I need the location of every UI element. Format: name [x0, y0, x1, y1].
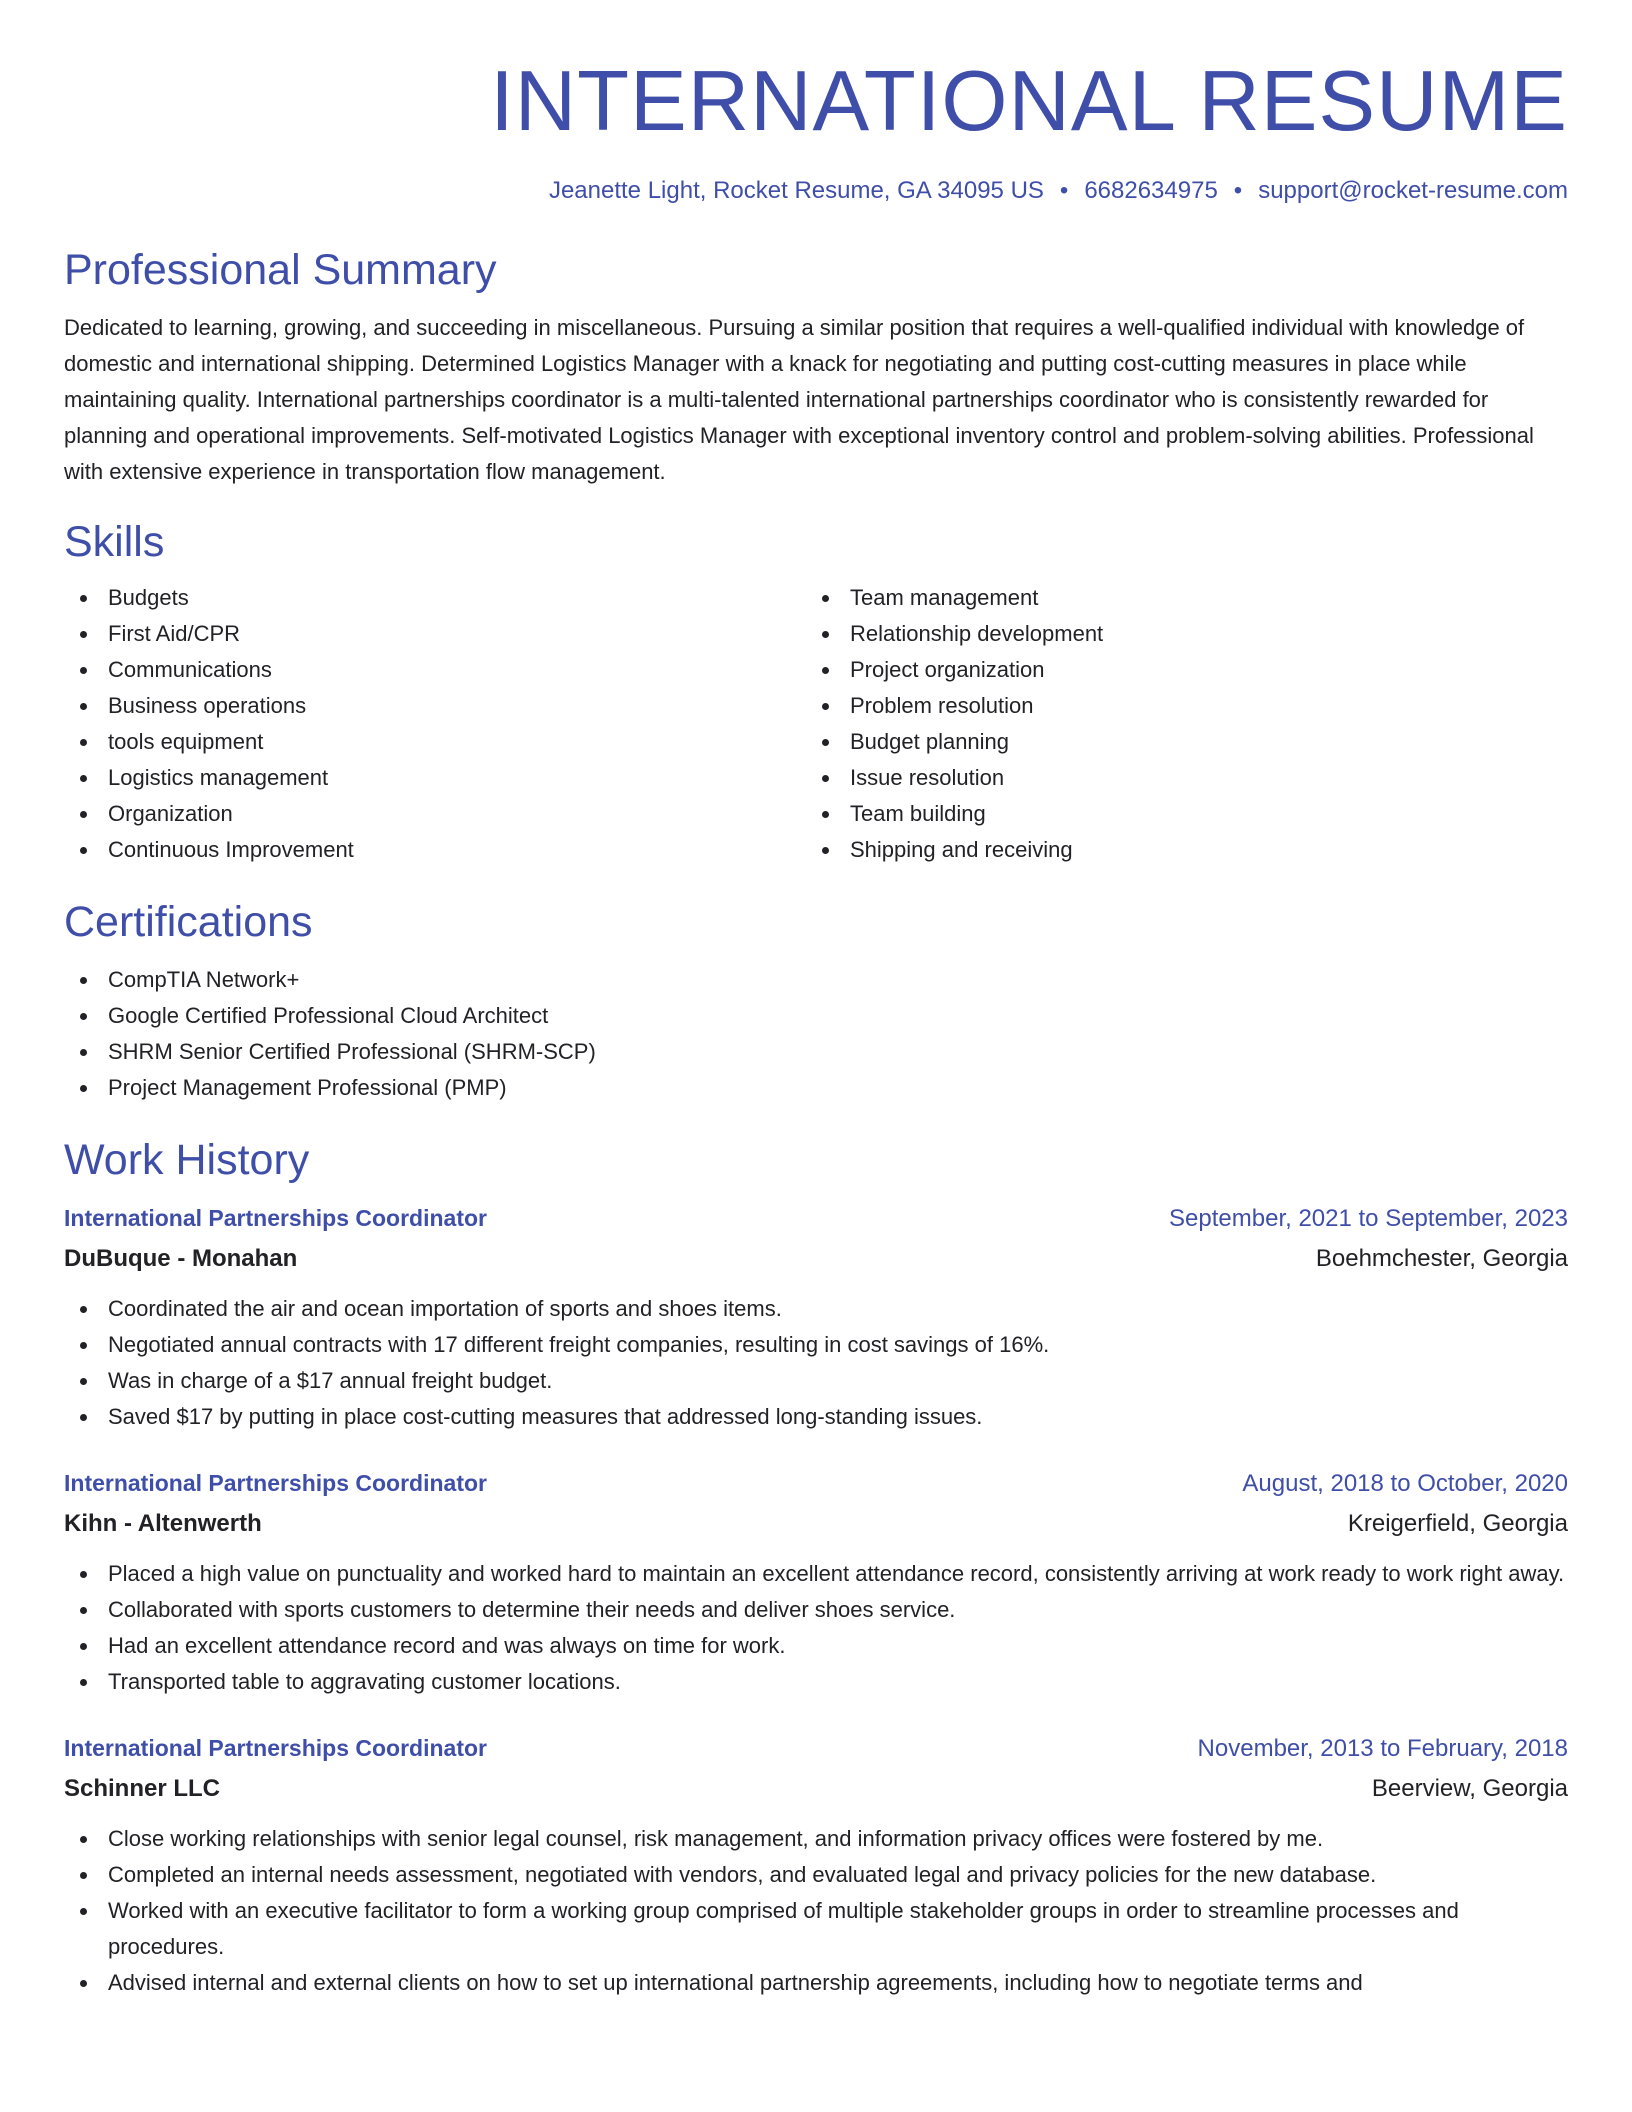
job-company: DuBuque - Monahan — [64, 1245, 298, 1272]
contact-phone: 6682634975 — [1084, 177, 1218, 204]
job-location: Boehmchester, Georgia — [1315, 1245, 1568, 1272]
skill-item: First Aid/CPR — [64, 616, 806, 652]
job-bullet: Saved $17 by putting in place cost-cutting measures that addressed long-standing issues. — [64, 1399, 1568, 1435]
job-title: International Partnerships Coordinator — [64, 1205, 487, 1231]
contact-address: Jeanette Light, Rocket Resume, GA 34095 US — [548, 177, 1044, 204]
job-bullet: Transported table to aggravating customer locations. — [64, 1664, 1568, 1700]
section-heading-certifications: Certifications — [64, 898, 313, 946]
professional-summary-section — [64, 244, 1568, 490]
resume-title: INTERNATIONAL RESUME — [490, 54, 1568, 149]
job-title-row — [64, 1730, 1568, 1767]
job-company-row — [64, 1767, 1568, 1807]
contact-email: support@rocket-resume.com — [1258, 177, 1568, 204]
skill-item: Shipping and receiving — [806, 832, 1548, 868]
skills-list-left — [64, 580, 806, 868]
skill-item: Problem resolution — [806, 688, 1548, 724]
job-entry — [64, 1730, 1568, 2001]
section-heading-work-history: Work History — [64, 1136, 310, 1184]
skills-grid — [64, 580, 1568, 868]
skill-item: tools equipment — [64, 724, 806, 760]
skill-item: Project organization — [806, 652, 1548, 688]
job-title-row — [64, 1465, 1568, 1502]
resume-header — [64, 52, 1568, 206]
skill-item: Budgets — [64, 580, 806, 616]
summary-text: Dedicated to learning, growing, and succeeding in miscellaneous. Pursuing a similar position that requires a well-qualified individual with knowledge of domestic and international shipping. Determined Logistics Manager with a knack for negotiating and putting cost-cutting measures in place while maintaining quality. International partnerships coordinator is a multi-talented international partnerships coordinator who is consistently rewarded for planning and operational improvements. Self-motivated Logistics Manager with exceptional inventory control and problem-solving abilities. Professional with extensive experience in transportation flow management. — [64, 315, 1534, 484]
job-bullets — [64, 1821, 1568, 2001]
job-company-row — [64, 1237, 1568, 1277]
skill-item: Communications — [64, 652, 806, 688]
certification-item: SHRM Senior Certified Professional (SHRM-SCP) — [64, 1034, 1568, 1070]
job-company: Schinner LLC — [64, 1775, 221, 1802]
job-title: International Partnerships Coordinator — [64, 1470, 487, 1496]
job-bullet: Coordinated the air and ocean importation of sports and shoes items. — [64, 1291, 1568, 1327]
job-bullet: Completed an internal needs assessment, negotiated with vendors, and evaluated legal and privacy policies for the new database. — [64, 1857, 1568, 1893]
skill-item: Organization — [64, 796, 806, 832]
contact-separator: • — [1059, 177, 1069, 204]
job-bullets — [64, 1556, 1568, 1700]
certification-item: Project Management Professional (PMP) — [64, 1070, 1568, 1106]
skill-item: Team building — [806, 796, 1548, 832]
job-bullet: Was in charge of a $17 annual freight budget. — [64, 1363, 1568, 1399]
job-bullet: Collaborated with sports customers to determine their needs and deliver shoes service. — [64, 1592, 1568, 1628]
skills-column-right — [806, 580, 1548, 868]
job-company: Kihn - Altenwerth — [64, 1510, 262, 1537]
job-location: Kreigerfield, Georgia — [1347, 1510, 1568, 1537]
certifications-list — [64, 962, 1568, 1106]
skills-column-left — [64, 580, 806, 868]
job-dates: November, 2013 to February, 2018 — [1197, 1735, 1568, 1762]
job-bullets — [64, 1291, 1568, 1435]
job-bullet: Negotiated annual contracts with 17 different freight companies, resulting in cost savings of 16%. — [64, 1327, 1568, 1363]
work-history-section — [64, 1134, 1568, 2001]
job-bullet: Close working relationships with senior legal counsel, risk management, and information privacy offices were fostered by me. — [64, 1821, 1568, 1857]
skill-item: Continuous Improvement — [64, 832, 806, 868]
job-entry — [64, 1465, 1568, 1700]
contact-line — [64, 176, 1568, 206]
job-title: International Partnerships Coordinator — [64, 1735, 487, 1761]
job-dates: August, 2018 to October, 2020 — [1242, 1470, 1568, 1497]
skill-item: Budget planning — [806, 724, 1548, 760]
job-title-row — [64, 1200, 1568, 1237]
job-bullet: Worked with an executive facilitator to form a working group comprised of multiple stakeholder groups in order to streamline processes and procedures. — [64, 1893, 1568, 1965]
skill-item: Business operations — [64, 688, 806, 724]
job-bullet: Placed a high value on punctuality and worked hard to maintain an excellent attendance record, consistently arriving at work ready to work right away. — [64, 1556, 1568, 1592]
job-bullet: Advised internal and external clients on how to set up international partnership agreements, including how to negotiate terms and — [64, 1965, 1568, 2001]
job-entry — [64, 1200, 1568, 1435]
section-heading-skills: Skills — [64, 518, 165, 566]
skills-section — [64, 516, 1568, 868]
job-bullet: Had an excellent attendance record and was always on time for work. — [64, 1628, 1568, 1664]
skill-item: Issue resolution — [806, 760, 1548, 796]
section-heading-summary: Professional Summary — [64, 246, 497, 294]
job-company-row — [64, 1502, 1568, 1542]
skills-list-right — [806, 580, 1548, 868]
skill-item: Team management — [806, 580, 1548, 616]
certification-item: Google Certified Professional Cloud Architect — [64, 998, 1568, 1034]
job-location: Beerview, Georgia — [1371, 1775, 1568, 1802]
skill-item: Relationship development — [806, 616, 1548, 652]
contact-separator: • — [1233, 177, 1243, 204]
certification-item: CompTIA Network+ — [64, 962, 1568, 998]
certifications-section — [64, 896, 1568, 1106]
skill-item: Logistics management — [64, 760, 806, 796]
job-dates: September, 2021 to September, 2023 — [1169, 1205, 1568, 1232]
